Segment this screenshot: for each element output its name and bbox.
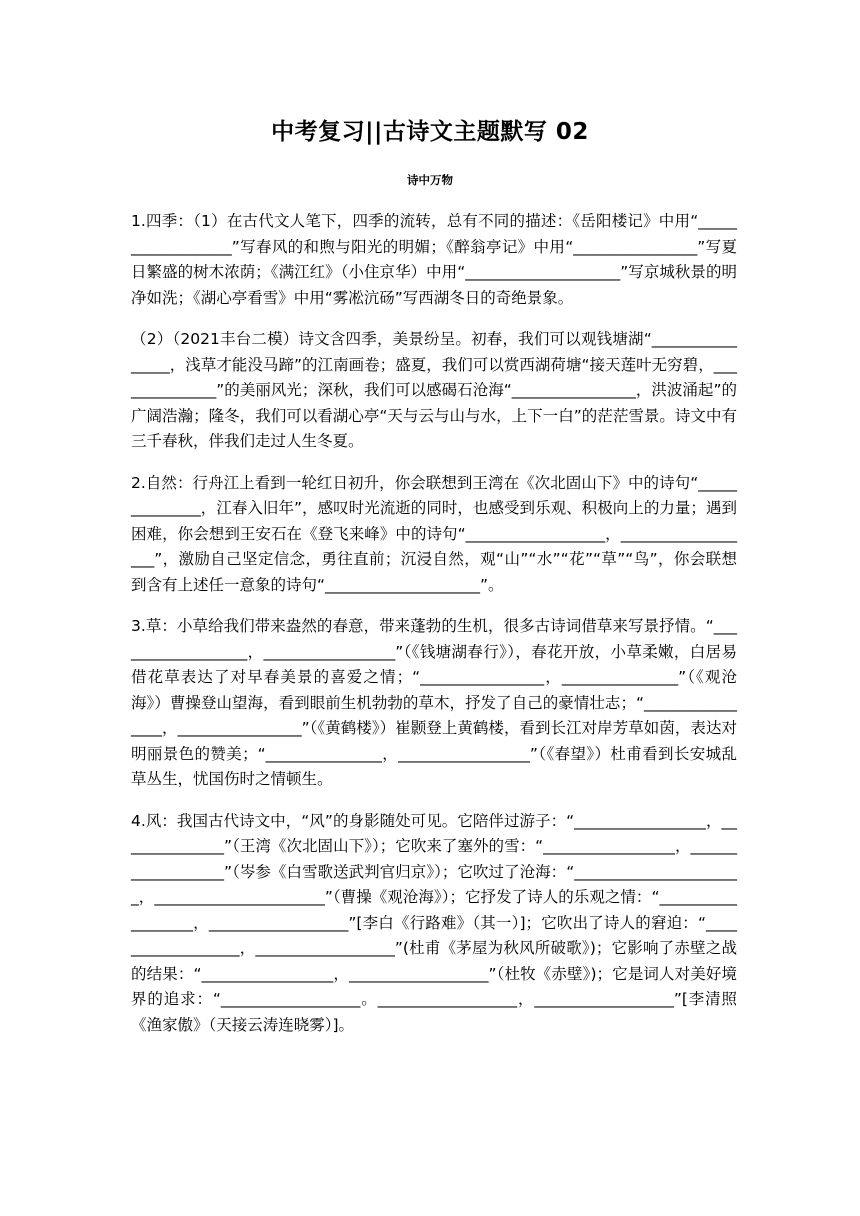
question-seasons-part2: （2）（2021丰台二模）诗文含四季，美景纷呈。初春，我们可以观钱塘湖“________________，浅草才能没马蹄”的江南画卷；盛夏，我们可以赏西湖荷塘“接天莲叶无穷碧，______________”的美丽风光；深秋，我们可以感碣石沧海“________________，洪波涌起”的广阔浩瀚；隆冬，我们可以看湖心亭“天与云与山与水，上下一白”的茫茫雪景。诗文中有三千春秋，伴我们走过人生冬夏。 xyxy=(131,330,737,450)
question-seasons: 1.四季：（1）在古代文人笔下，四季的流转，总有不同的描述：《岳阳楼记》中用“__________________”写春风的和煦与阳光的明媚；《醉翁亭记》中用“________________”写夏日繁盛的树木浓荫；《满江红》（小住京华）中用“____________________”写京城秋景的明净如洗；《湖心亭看雪》中用“雾凇沆砀”写西湖冬日的奇绝景象。 xyxy=(131,212,737,307)
document-subtitle: 诗中万物 xyxy=(407,173,453,187)
question-grass: 3.草：小草给我们带来盎然的春意，带来蓬勃的生机，很多古诗词借草来写景抒情。“__________________，_________________”（《钱塘湖春行》），春花开放，小草柔嫩，白居易借花草表达了对早春美景的喜爱之情；“________________，_______________”（《观沧海》）曹操登山望海，看到眼前生机勃勃的草木，抒发了自己的豪情壮志；“________________，________________”（《黄鹤楼》）崔颢登上黄鹤楼，看到长江对岸芳草如茵，表达对明丽景色的赞美；“_______________，_________________”（《春望》）杜甫看到长安城乱草丛生，忧国伤时之情顿生。 xyxy=(131,617,737,788)
document-title: 中考复习||古诗文主题默写 02 xyxy=(271,119,589,145)
document-body xyxy=(131,209,737,1054)
question-nature: 2.自然：行舟江上看到一轮红日初升，你会联想到王湾在《次北固山下》中的诗句“______________，江春入旧年”，感叹时光流逝的同时，也感受到乐观、积极向上的力量；遇到困难，你会想到王安石在《登飞来峰》中的诗句“__________________，__________________”，激励自己坚定信念，勇往直前；沉浸自然，观“山”“水”“花”“草”“鸟”，你会联想到含有上述任一意象的诗句“____________________”。 xyxy=(131,473,737,594)
question-wind: 4.风：我国古代诗文中，“风”的身影随处可见。它陪伴过游子：“_________________，______________”（王湾《次北固山下》）；它吹来了塞外的雪：“_________________，__________________”（岑参《白雪歌送武判官归京》）；它吹过了沧海：“______________________，______________________”（曹操《观沧海》）；它抒发了诗人的乐观之情：“__________________，__________________”[李白《行路难》（其一）]；它吹出了诗人的窘迫：“__________________，__________________”(杜甫《茅屋为秋风所破歌》)；它影响了赤壁之战的结果：“_________________，__________________”（杜牧《赤壁》)；它是词人对美好境界的追求：“__________________。__________________，__________________”[李清照《渔家傲》（天接云涛连晓雾）]。 xyxy=(131,811,737,1034)
